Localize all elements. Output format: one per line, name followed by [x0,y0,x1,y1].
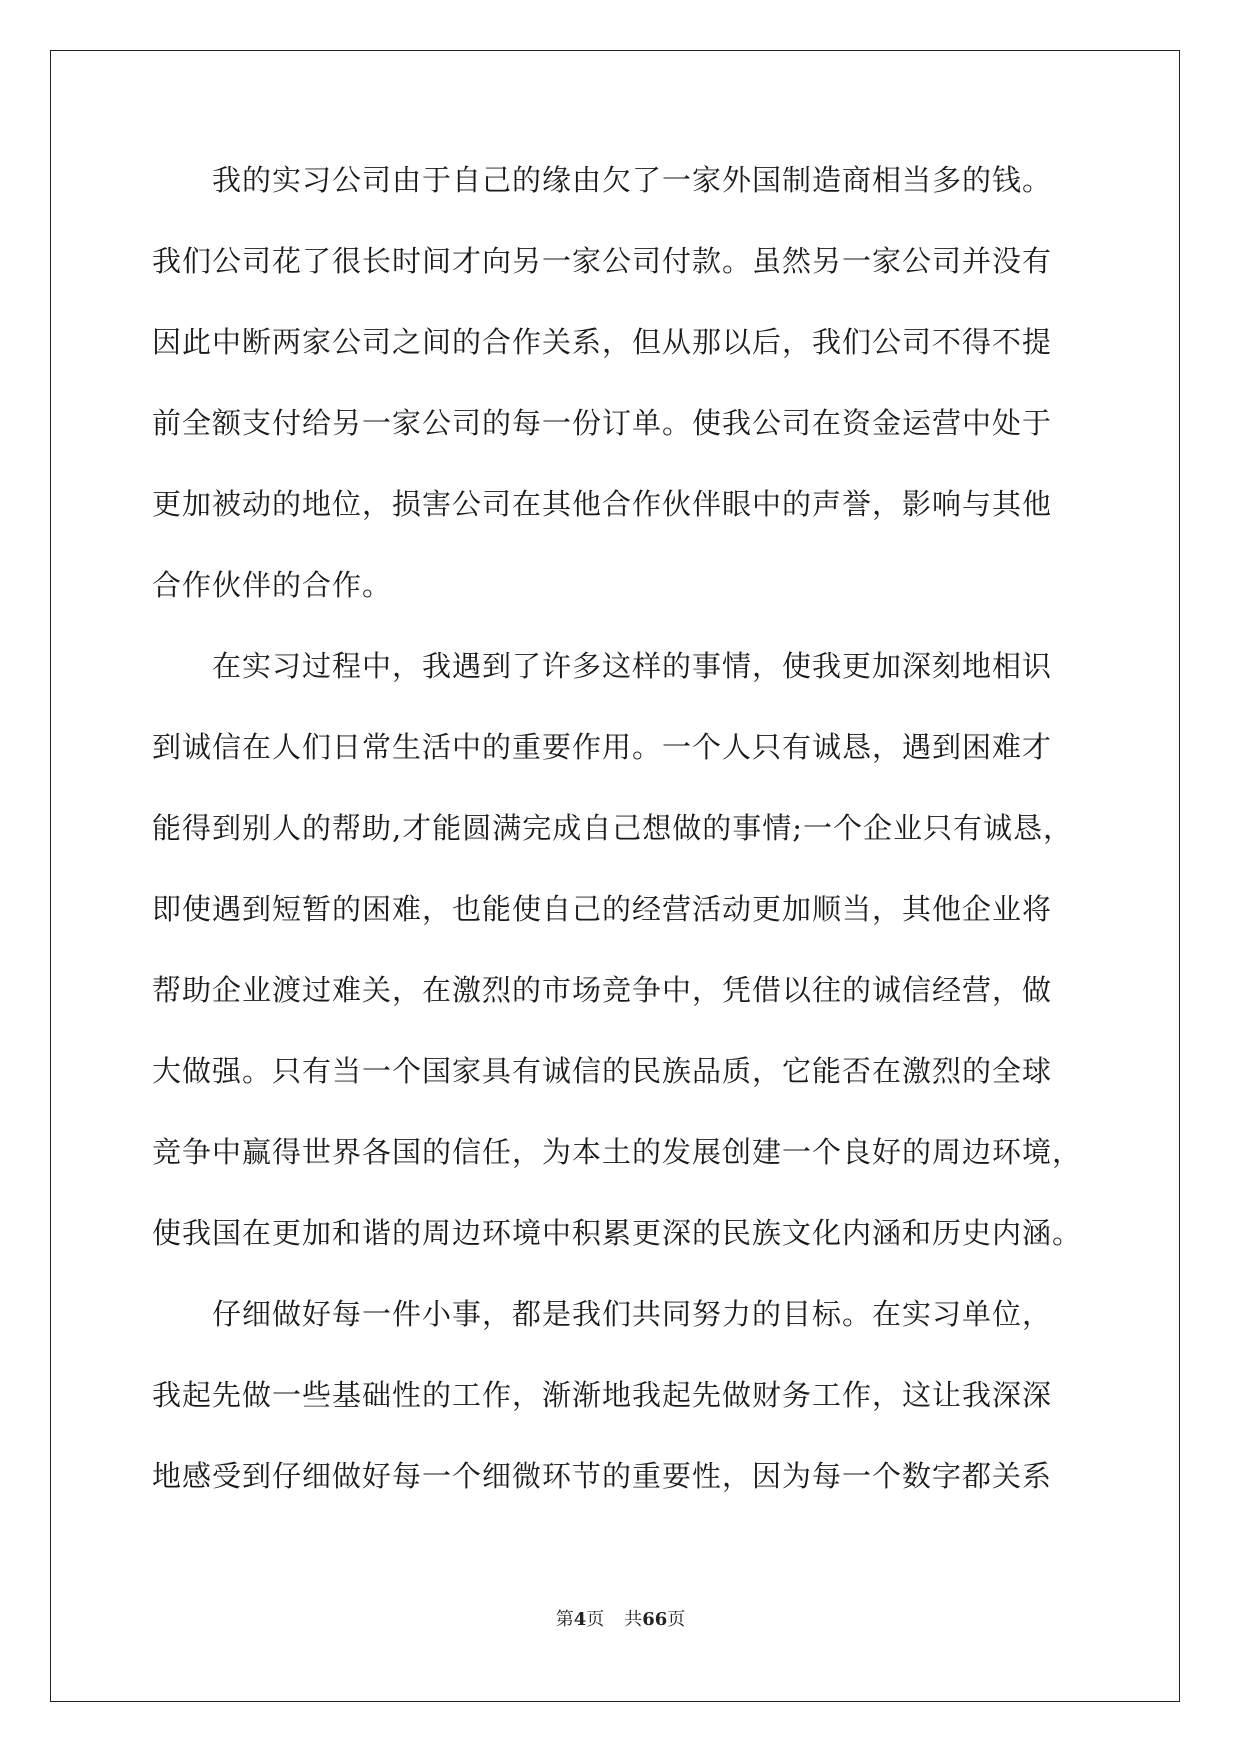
page-prefix: 第 [555,1609,574,1630]
total-prefix: 共 [624,1609,643,1630]
text-line: 能得到别人的帮助,才能圆满完成自己想做的事情;一个企业只有诚恳， [152,811,1073,845]
text-line: 因此中断两家公司之间的合作关系，但从那以后，我们公司不得不提 [152,325,1053,359]
text-line: 我们公司花了很长时间才向另一家公司付款。虽然另一家公司并没有 [152,244,1053,278]
page-suffix: 页 [586,1609,605,1630]
text-line: 帮助企业渡过难关，在激烈的市场竞争中，凭借以往的诚信经营，做 [152,973,1053,1007]
text-line: 即使遇到短暂的困难，也能使自己的经营活动更加顺当，其他企业将 [152,892,1053,926]
total-pages: 66 [642,1609,668,1630]
text-line: 到诚信在人们日常生活中的重要作用。一个人只有诚恳，遇到困难才 [152,730,1053,764]
total-suffix: 页 [667,1609,686,1630]
text-line: 地感受到仔细做好每一个细微环节的重要性，因为每一个数字都关系 [152,1459,1053,1493]
text-line: 竞争中赢得世界各国的信任，为本土的发展创建一个良好的周边环境， [152,1135,1083,1169]
text-line: 我起先做一些基础性的工作，渐渐地我起先做财务工作，这让我深深 [152,1378,1053,1412]
text-line: 仔细做好每一件小事，都是我们共同努力的目标。在实习单位， [212,1297,1053,1331]
page-footer [0,1608,1241,1632]
text-line: 前全额支付给另一家公司的每一份订单。使我公司在资金运营中处于 [152,406,1053,440]
text-line: 合作伙伴的合作。 [152,568,393,602]
page-number: 4 [573,1609,587,1630]
text-line: 我的实习公司由于自己的缘由欠了一家外国制造商相当多的钱。 [212,163,1053,197]
document-body [152,160,1092,1537]
text-line: 使我国在更加和谐的周边环境中积累更深的民族文化内涵和历史内涵。 [152,1216,1083,1250]
text-line: 更加被动的地位，损害公司在其他合作伙伴眼中的声誉，影响与其他 [152,487,1053,521]
text-line: 大做强。只有当一个国家具有诚信的民族品质，它能否在激烈的全球 [152,1054,1053,1088]
text-line: 在实习过程中，我遇到了许多这样的事情，使我更加深刻地相识 [212,649,1053,683]
